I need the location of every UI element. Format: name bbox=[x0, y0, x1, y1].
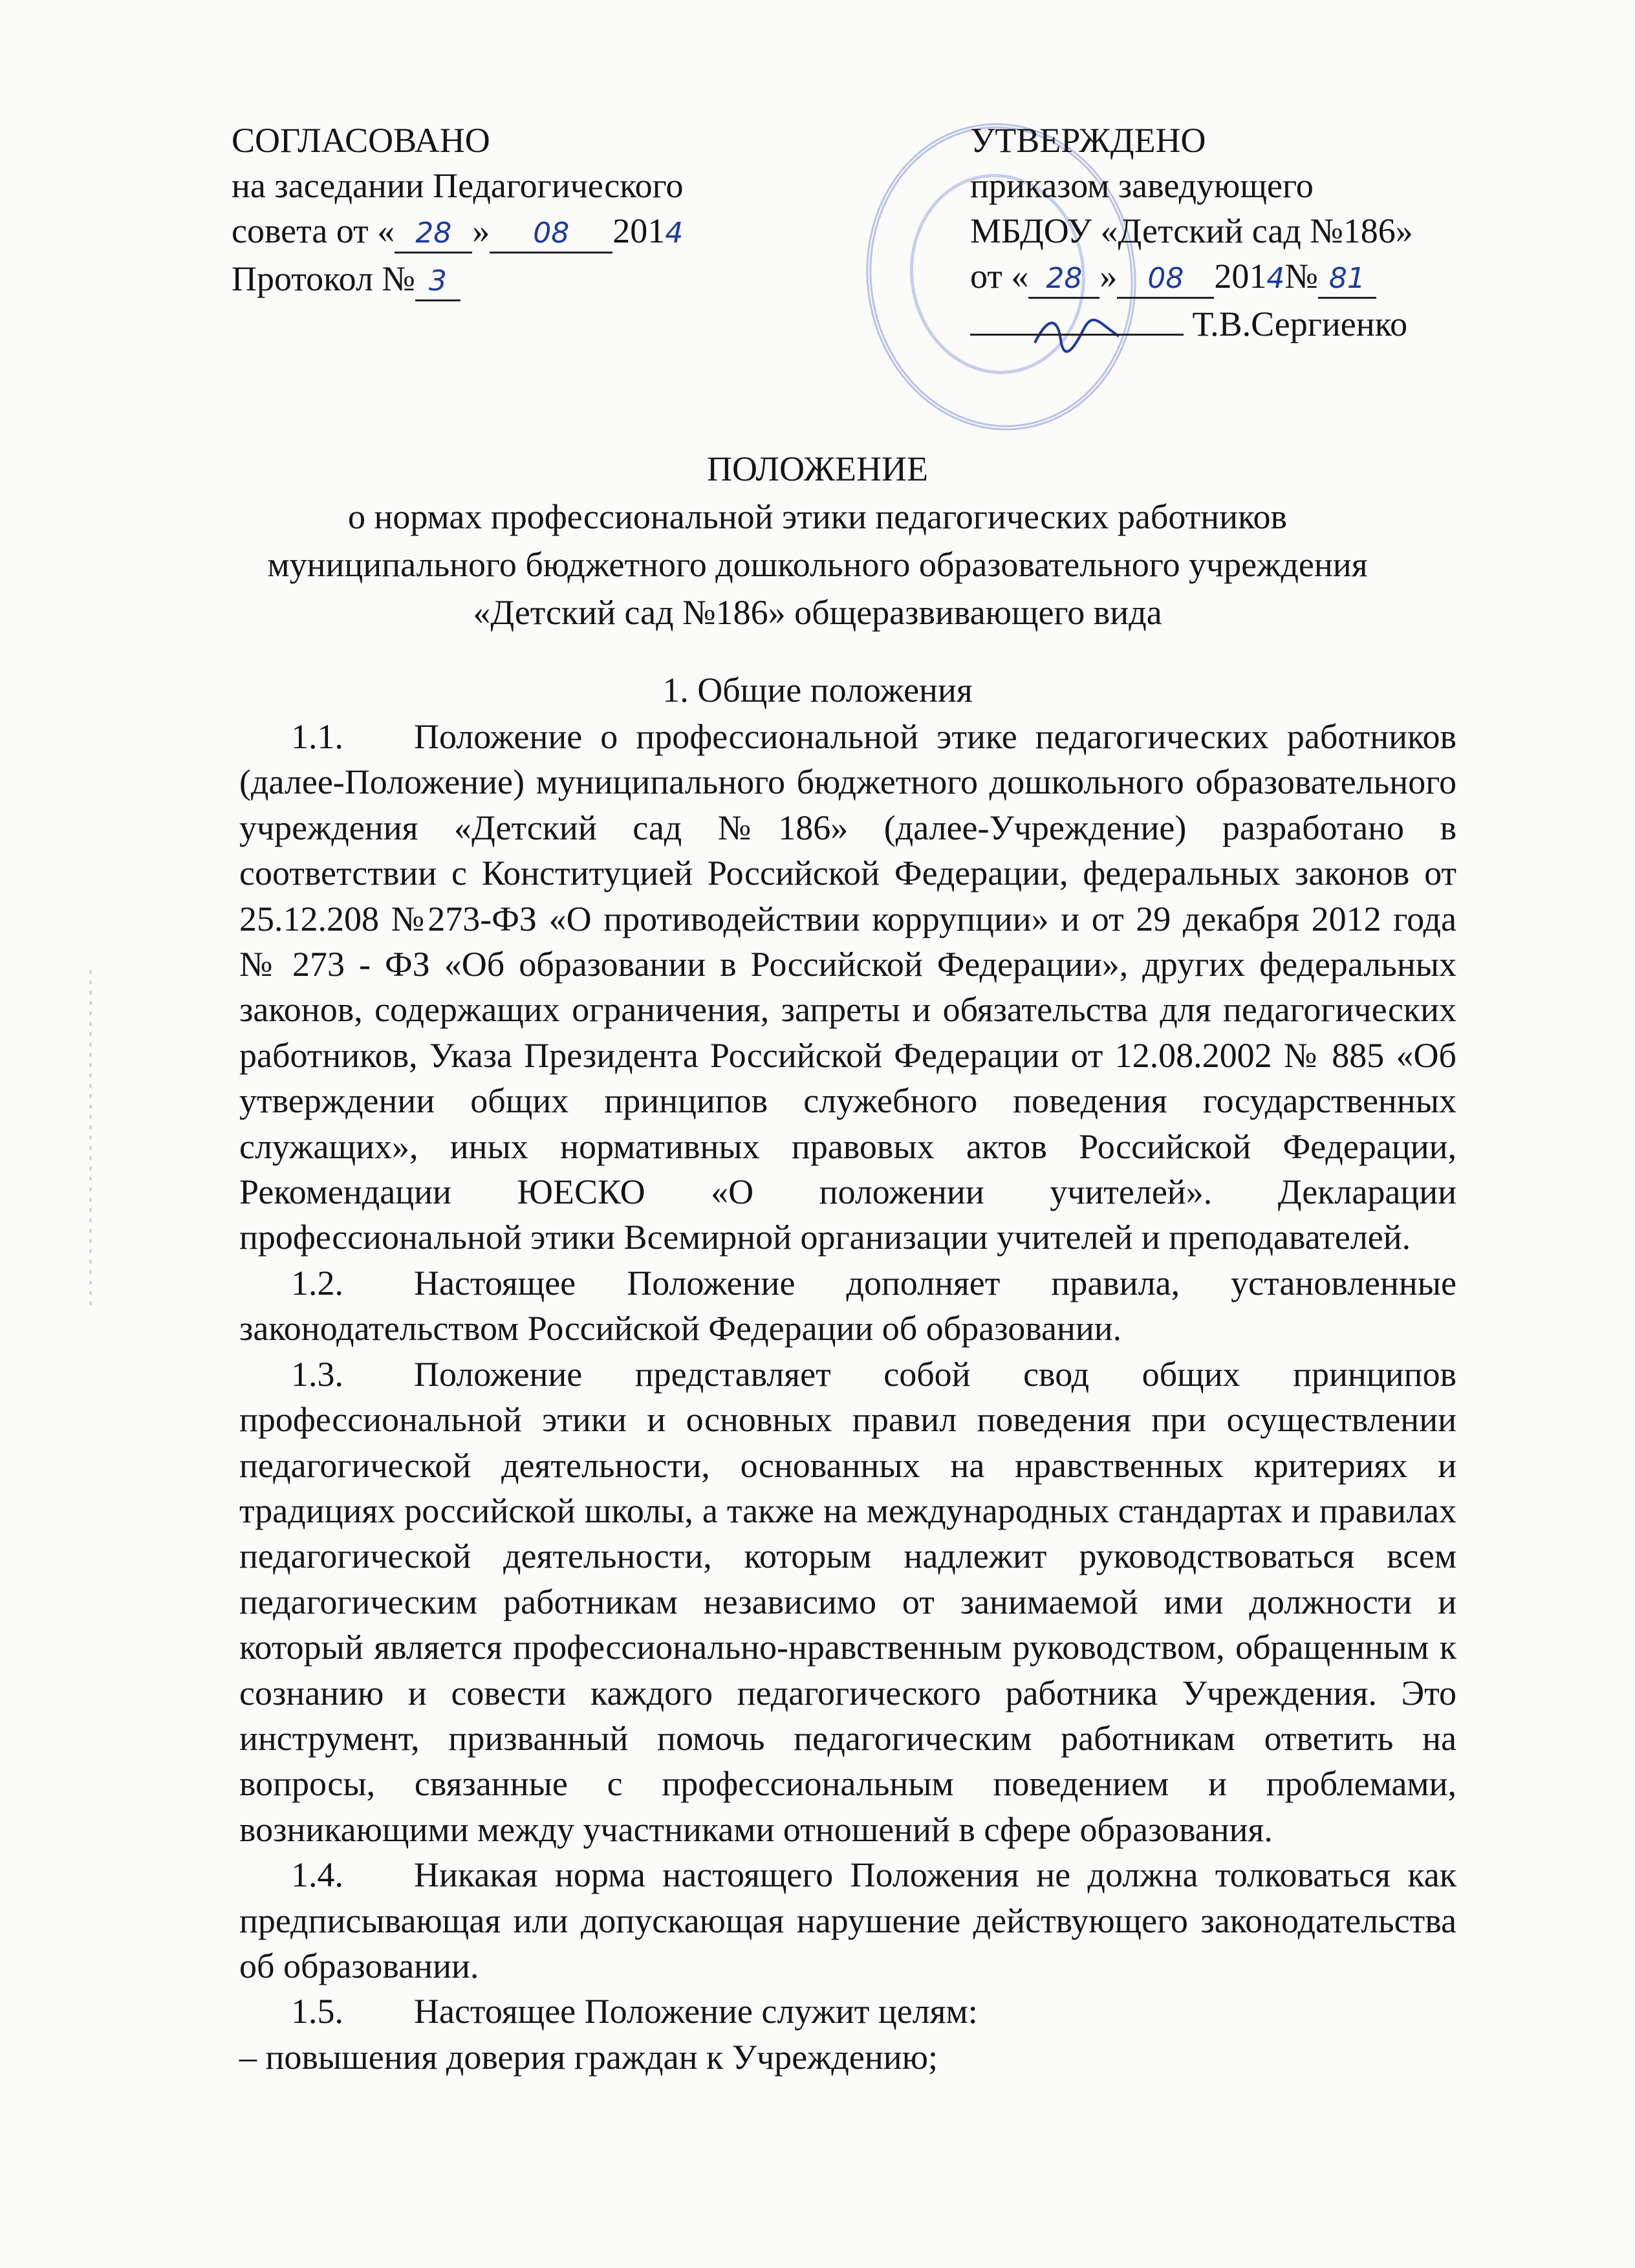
order-day-field bbox=[1028, 258, 1099, 299]
clause-number: 1.4. bbox=[291, 1855, 343, 1895]
clause-1-1 bbox=[239, 714, 1456, 1260]
approval-left-title: СОГЛАСОВАНО bbox=[232, 121, 490, 160]
bullet-item: – повышения доверия граждан к Учреждению; bbox=[239, 2037, 938, 2077]
date-sep: » bbox=[472, 211, 490, 250]
title-line1: ПОЛОЖЕНИЕ bbox=[707, 449, 928, 488]
clause-1-2 bbox=[239, 1260, 1456, 1352]
clause-text: Настоящее Положение служит целям: bbox=[414, 1992, 978, 2031]
approval-left-line1: на заседании Педагогического bbox=[232, 166, 684, 205]
order-number-field bbox=[1318, 258, 1376, 299]
document-title bbox=[0, 445, 1635, 636]
clause-1-3 bbox=[239, 1352, 1456, 1852]
approval-right-line2: МБДОУ «Детский сад №186» bbox=[970, 211, 1413, 250]
clause-text: Положение представляет собой свод общих принципов профессиональной этики и основных правил поведения при осуществлении педагогической деятельности, основанных на нравственных критериях и традициях российской школы, а также на международных стандартах и правилах педагогической деятельности, которым надлежит руководствоваться всем педагогическим работникам независимо от занимаемой ими должности и который является профессионально-нравственным руководством, обращенным к сознанию и совести каждого педагогического работника Учреждения. Это инструмент, призванный помочь педагогическим работникам ответить на вопросы, связанные с профессиональным поведением и проблемами, возникающими между участниками отношений в сфере образования. bbox=[239, 1354, 1456, 1849]
signer-name: Т.В.Сергиенко bbox=[1192, 305, 1408, 343]
date-month-field bbox=[490, 213, 612, 254]
date-month: 08 bbox=[533, 217, 570, 250]
order-year-digit: 4 bbox=[1266, 262, 1285, 295]
order-date-line bbox=[970, 254, 1413, 301]
clause-number: 1.3. bbox=[291, 1354, 343, 1394]
signer-line bbox=[970, 301, 1413, 347]
date-day: 28 bbox=[415, 217, 452, 250]
clause-number: 1.1. bbox=[291, 717, 343, 756]
date-prefix: совета от « bbox=[232, 211, 395, 250]
clause-1-5 bbox=[239, 1989, 1456, 2034]
order-year-prefix: 201 bbox=[1214, 257, 1267, 296]
date-year-digit: 4 bbox=[665, 217, 684, 250]
protocol-label: Протокол № bbox=[232, 259, 415, 298]
order-month: 08 bbox=[1147, 262, 1184, 295]
order-number-label: № bbox=[1284, 257, 1318, 296]
approval-block-left bbox=[232, 118, 683, 301]
protocol-number-field bbox=[415, 261, 460, 301]
approval-block-right bbox=[970, 118, 1413, 347]
section-body bbox=[239, 714, 1456, 2080]
approval-right-title: УТВЕРЖДЕНО bbox=[970, 121, 1206, 160]
title-line2: о нормах профессиональной этики педагогических работников bbox=[347, 497, 1288, 536]
protocol-number: 3 bbox=[428, 265, 447, 297]
title-line4: «Детский сад №186» общеразвивающего вида bbox=[473, 593, 1162, 632]
order-day: 28 bbox=[1046, 262, 1083, 295]
clause-1-4 bbox=[239, 1852, 1456, 1989]
order-month-field bbox=[1117, 258, 1214, 299]
clause-text: Положение о профессиональной этике педагогических работников (далее-Положение) муниципального бюджетного дошкольного образовательного учреждения «Детский сад №186» (далее-Учреждение) разработано в соответствии с Конституцией Российской Федерации, федеральных законов от 25.12.208 №273-ФЗ «О противодействии коррупции» и от 29 декабря 2012 года № 273 - ФЗ «Об образовании в Российской Федерации», других федеральных законов, содержащих ограничения, запреты и обязательства для педагогических работников, Указа Президента Российской Федерации от 12.08.2002 № 885 «Об утверждении общих принципов служебного поведения государственных служащих», иных нормативных правовых актов Российской Федерации, Рекомендации ЮЕСКО «О положении учителей». Декларации профессиональной этики Всемирной организации учителей и преподавателей. bbox=[239, 717, 1456, 1257]
approval-left-date-line bbox=[232, 208, 683, 256]
date-year-prefix: 201 bbox=[612, 211, 666, 250]
clause-number: 1.2. bbox=[291, 1263, 343, 1302]
clause-text: Настоящее Положение дополняет правила, установленные законодательством Российской Федерации об образовании. bbox=[239, 1263, 1456, 1348]
section-heading: 1. Общие положения bbox=[662, 671, 973, 709]
order-date-prefix: от « bbox=[970, 257, 1029, 296]
margin-scan-mark bbox=[78, 970, 103, 1306]
protocol-line bbox=[232, 256, 683, 301]
order-number: 81 bbox=[1328, 262, 1365, 295]
order-date-sep: » bbox=[1099, 257, 1118, 296]
clause-text: Никакая норма настоящего Положения не должна толковаться как предписывающая или допускающая нарушение действующего законодательства об образовании. bbox=[239, 1855, 1456, 1985]
signature-field bbox=[970, 334, 1184, 336]
approval-right-line1: приказом заведующего bbox=[970, 166, 1314, 205]
clause-number: 1.5. bbox=[291, 1992, 343, 2031]
date-day-field bbox=[395, 213, 472, 254]
title-line3: муниципального бюджетного дошкольного образовательного учреждения bbox=[267, 545, 1368, 584]
